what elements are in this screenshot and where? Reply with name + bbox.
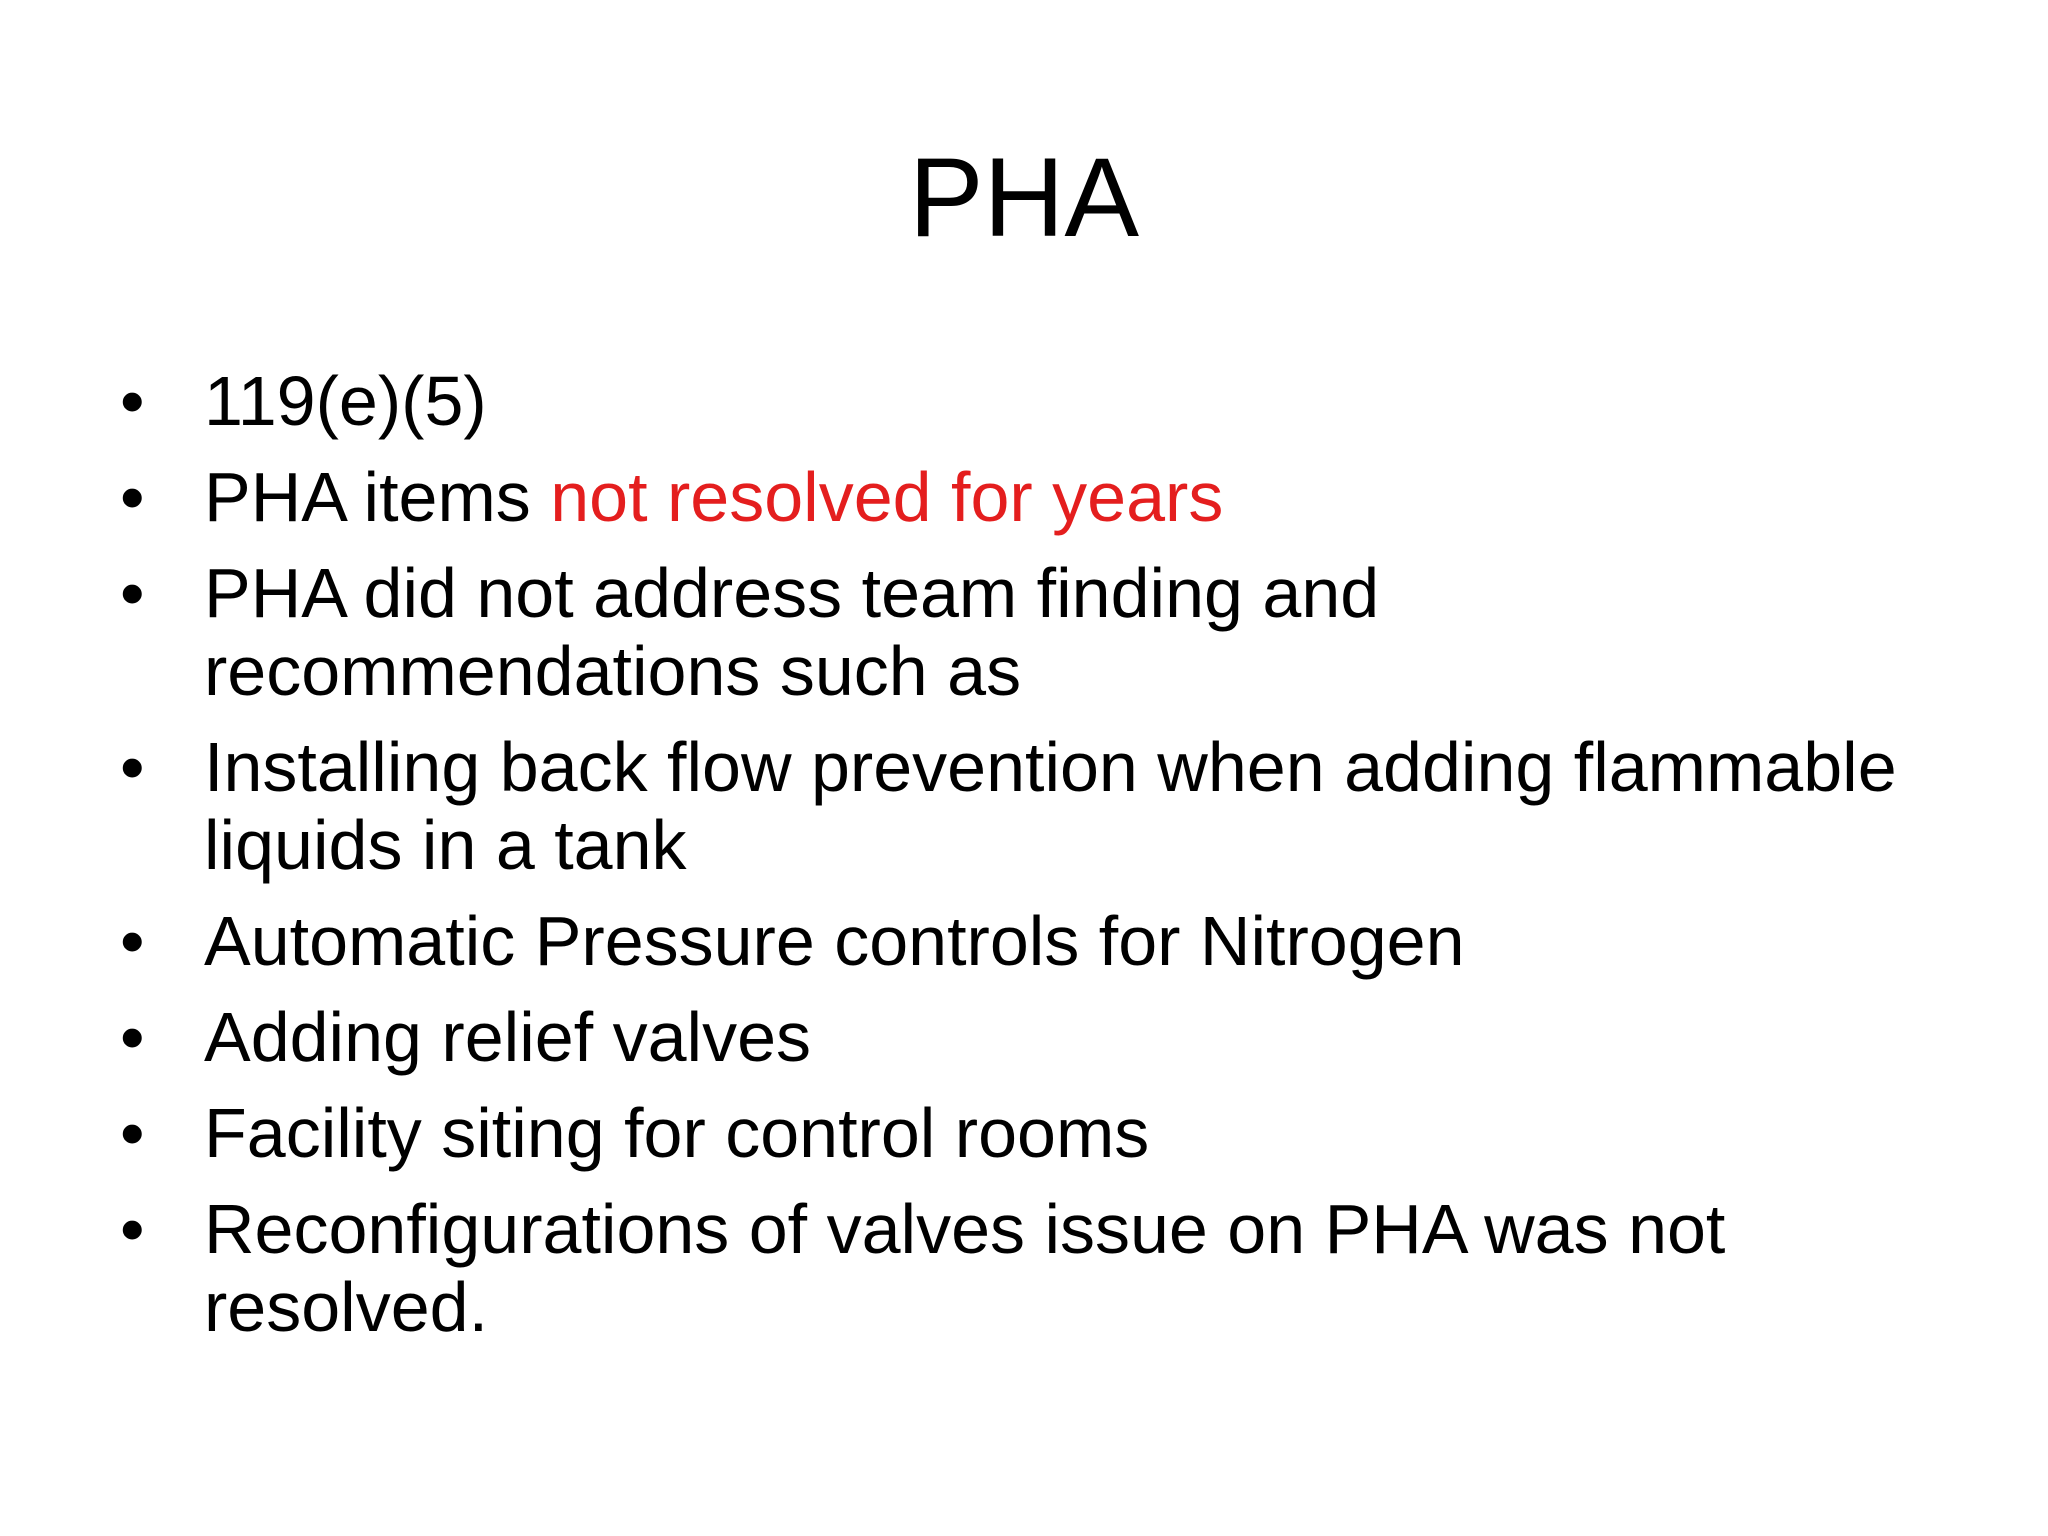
bullet-text: Installing back flow prevention when adding flammable liquids in a tank <box>204 728 1897 884</box>
bullet-icon: • <box>120 728 145 806</box>
bullet-item <box>120 554 1940 710</box>
bullet-text: Automatic Pressure controls for Nitrogen <box>204 902 1465 980</box>
bullet-item <box>120 902 1940 980</box>
bullet-text: Facility siting for control rooms <box>204 1094 1150 1172</box>
bullet-text: Reconfigurations of valves issue on PHA was not resolved. <box>204 1190 1726 1346</box>
bullet-text: Adding relief valves <box>204 998 811 1076</box>
bullet-item <box>120 998 1940 1076</box>
bullet-icon: • <box>120 902 145 980</box>
bullet-icon: • <box>120 1094 145 1172</box>
bullet-list <box>120 362 1940 1364</box>
bullet-icon: • <box>120 998 145 1076</box>
bullet-icon: • <box>120 458 145 536</box>
slide-title: PHA <box>908 135 1140 260</box>
bullet-highlight-text: not resolved for years <box>550 458 1224 536</box>
bullet-item <box>120 1094 1940 1172</box>
bullet-icon: • <box>120 1190 145 1268</box>
bullet-text: PHA items <box>204 458 551 536</box>
bullet-text: PHA did not address team finding and recommendations such as <box>204 554 1380 710</box>
bullet-item <box>120 1190 1940 1346</box>
bullet-item <box>120 458 1940 536</box>
bullet-icon: • <box>120 554 145 632</box>
bullet-item <box>120 362 1940 440</box>
bullet-item <box>120 728 1940 884</box>
bullet-text: 119(e)(5) <box>204 362 487 440</box>
bullet-icon: • <box>120 362 145 440</box>
